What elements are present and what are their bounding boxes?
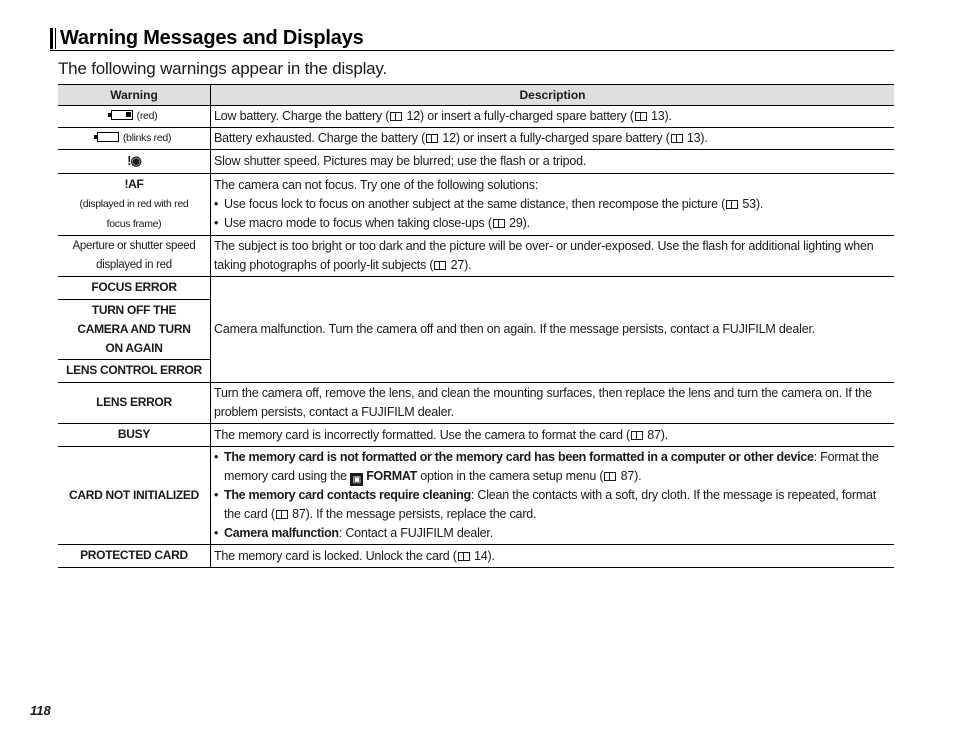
table-row	[58, 277, 894, 300]
setup-menu-icon: ▣	[350, 473, 363, 486]
description-cell: Slow shutter speed. Pictures may be blurred; use the flash or a tripod.	[211, 150, 895, 174]
description-cell	[211, 447, 895, 545]
table-row	[58, 150, 894, 174]
table-header-row	[58, 85, 894, 106]
description-cell: The memory card is locked. Unlock the card ( 14).	[211, 545, 895, 568]
book-icon	[671, 134, 683, 143]
list-item: • The memory card is not formatted or the memory card has been formatted in a computer or other device: Format the memory card using the ▣ FORMAT option in the camera setup menu ( 87).	[214, 448, 892, 486]
battery-low-icon	[111, 110, 133, 120]
warning-cell: Aperture or shutter speed displayed in red	[58, 236, 211, 277]
warning-cell: !AF (displayed in red with red focus frame)	[58, 174, 211, 236]
table-row	[58, 447, 894, 545]
list-item: • Use focus lock to focus on another subject at the same distance, then recompose the picture ( 53).	[214, 195, 892, 214]
table-row	[58, 128, 894, 150]
book-icon	[276, 510, 288, 519]
book-icon	[434, 261, 446, 270]
camera-shake-warning-icon: !◉	[127, 153, 141, 168]
list-item: • The memory card contacts require cleaning: Clean the contacts with a soft, dry cloth. If the message is repeated, format the card ( 87). If the message persists, replace the card.	[214, 486, 892, 524]
description-cell: The camera can not focus. Try one of the following solutions: • Use focus lock to focus on another subject at the same distance, then recompose the picture ( 53). • Use macro mode to focus when taking close-ups ( 29).	[211, 174, 895, 236]
warning-cell: BUSY	[58, 424, 211, 447]
book-icon	[604, 472, 616, 481]
book-icon	[458, 552, 470, 561]
description-cell: Turn the camera off, remove the lens, and clean the mounting surfaces, then replace the lens and turn the camera on. If the problem persists, contact a FUJIFILM dealer.	[211, 383, 895, 424]
warning-cell: CARD NOT INITIALIZED	[58, 447, 211, 545]
warning-cell: (red)	[58, 106, 211, 128]
section-heading	[50, 26, 894, 51]
heading-marker-thin	[55, 28, 56, 49]
list-item: • Camera malfunction: Contact a FUJIFILM dealer.	[214, 524, 892, 543]
warning-cell: TURN OFF THE CAMERA AND TURN ON AGAIN	[58, 300, 211, 360]
af-warning-icon: !AF	[124, 177, 144, 191]
description-cell: Low battery. Charge the battery ( 12) or insert a fully-charged spare battery ( 13).	[211, 106, 895, 128]
page-title: Warning Messages and Displays	[60, 27, 364, 49]
page-subtitle: The following warnings appear in the display.	[58, 59, 387, 78]
book-icon	[635, 112, 647, 121]
heading-marker	[50, 28, 53, 49]
warning-cell: (blinks red)	[58, 128, 211, 150]
book-icon	[631, 431, 643, 440]
book-icon	[493, 219, 505, 228]
warning-cell: FOCUS ERROR	[58, 277, 211, 300]
warnings-table	[58, 84, 894, 568]
description-cell: Camera malfunction. Turn the camera off and then on again. If the message persists, contact a FUJIFILM dealer.	[211, 277, 895, 383]
book-icon	[726, 200, 738, 209]
warning-cell: LENS ERROR	[58, 383, 211, 424]
table-row	[58, 236, 894, 277]
warning-cell	[58, 150, 211, 174]
description-cell: The memory card is incorrectly formatted. Use the camera to format the card ( 87).	[211, 424, 895, 447]
header-description: Description	[211, 85, 895, 106]
table-row	[58, 174, 894, 236]
table-row	[58, 424, 894, 447]
description-cell: Battery exhausted. Charge the battery ( 12) or insert a fully-charged spare battery ( 13).	[211, 128, 895, 150]
battery-empty-icon	[97, 132, 119, 142]
description-cell: The subject is too bright or too dark and the picture will be over- or under-exposed. Use the flash for additional lighting when taking photographs of poorly-lit subjects ( 27).	[211, 236, 895, 277]
header-warning: Warning	[58, 85, 211, 106]
warning-cell: LENS CONTROL ERROR	[58, 360, 211, 383]
book-icon	[390, 112, 402, 121]
table-row	[58, 106, 894, 128]
list-item: • Use macro mode to focus when taking close-ups ( 29).	[214, 214, 892, 233]
table-row	[58, 545, 894, 568]
warning-cell: PROTECTED CARD	[58, 545, 211, 568]
book-icon	[426, 134, 438, 143]
table-row	[58, 383, 894, 424]
page-number: 118	[30, 703, 51, 718]
